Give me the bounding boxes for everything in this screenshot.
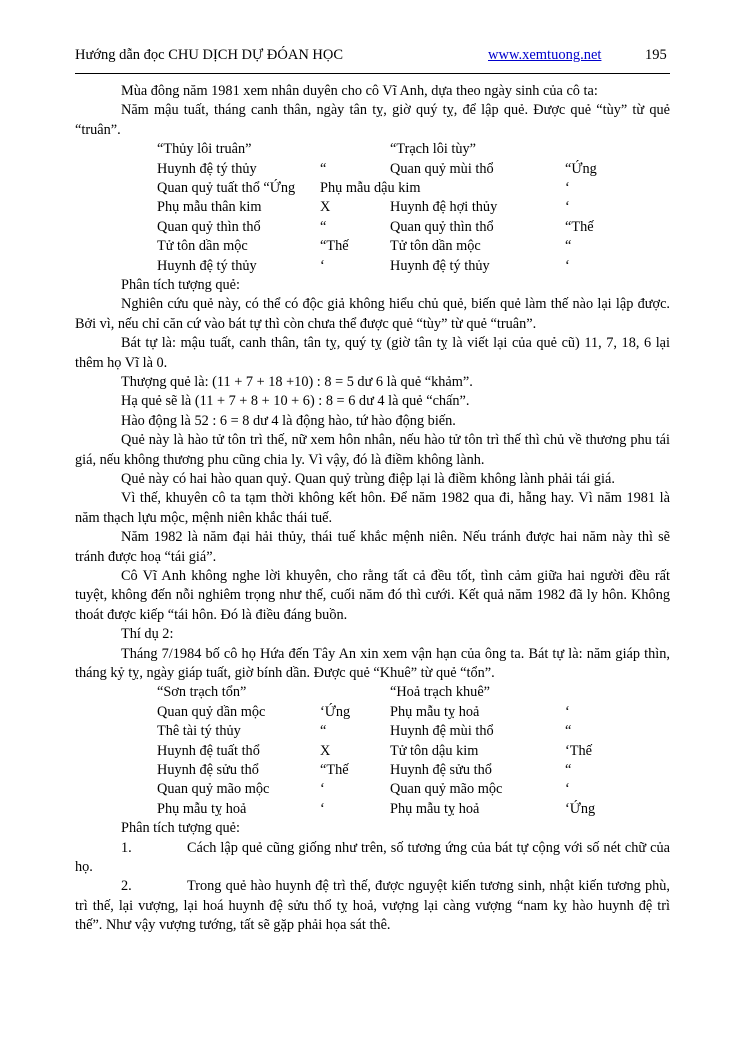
hexagram-cell: ‘Thế bbox=[565, 742, 592, 759]
hexagram-cell: “Thế bbox=[565, 218, 594, 235]
paragraph: Nghiên cứu quẻ này, có thể có độc giả không hiểu chủ quẻ, biến quẻ làm thế nào lại lập được. Bởi vì, nếu chỉ căn cứ vào bát tự thì còn chưa thể được quẻ “tùy” từ quẻ “truân”. bbox=[75, 296, 670, 332]
running-header-title: Hướng dẫn đọc CHU DỊCH DỰ ĐÓAN HỌC bbox=[75, 47, 344, 63]
hexagram-row bbox=[75, 218, 670, 237]
hexagram-cell: Thê tài tý thủy bbox=[157, 723, 241, 740]
hexagram-cell: Quan quỷ dần mộc bbox=[157, 703, 266, 720]
hexagram-row bbox=[75, 780, 670, 799]
hexagram-cell: X bbox=[320, 742, 331, 759]
hexagram-cell: Quan quỷ mão mộc bbox=[390, 781, 503, 798]
hexagram-cell: “Ứng bbox=[565, 160, 597, 177]
hexagram-cell: “Trạch lôi tùy” bbox=[390, 141, 477, 158]
hexagram-cell: Tử tôn dần mộc bbox=[390, 238, 481, 255]
hexagram-cell: ‘Ứng bbox=[320, 703, 351, 720]
hexagram-cell: ‘ bbox=[320, 257, 325, 274]
hexagram-cell: ‘ bbox=[565, 257, 570, 274]
hexagram-cell: “ bbox=[565, 723, 572, 740]
hexagram-cell: “ bbox=[565, 762, 572, 779]
hexagram-cell: Quan quỷ thìn thổ bbox=[390, 218, 494, 235]
paragraph: Quẻ này có hai hào quan quỷ. Quan quỷ trùng điệp lại là điềm không lành phải tái giá. bbox=[121, 471, 615, 488]
hexagram-cell: ‘ bbox=[565, 781, 570, 798]
hexagram-cell: Huynh đệ sửu thổ bbox=[157, 762, 259, 779]
paragraph: Vì thế, khuyên cô ta tạm thời không kết hôn. Để năm 1982 qua đi, hẵng hay. Vì năm 1981 là năm thạch lựu mộc, mệnh niên khắc thái tuế. bbox=[75, 490, 670, 526]
hexagram-cell: ‘ bbox=[320, 781, 325, 798]
item-number: 2. bbox=[121, 878, 132, 895]
hexagram-row bbox=[75, 257, 670, 276]
hexagram-cell: Quan quỷ tuất thổ “Ứng bbox=[157, 180, 296, 196]
hexagram-cell: Phụ mẫu thân kim bbox=[157, 199, 262, 216]
hexagram-cell: ‘ bbox=[320, 800, 325, 817]
hexagram-row bbox=[75, 237, 670, 256]
numbered-item bbox=[75, 839, 670, 878]
hexagram-row bbox=[75, 683, 670, 702]
item-number: 1. bbox=[121, 839, 132, 856]
hexagram-row bbox=[75, 761, 670, 780]
hexagram-cell: Phụ mẫu dậu kim bbox=[320, 180, 421, 196]
hexagram-cell: Quan quỷ mão mộc bbox=[157, 781, 270, 798]
paragraph: Hào động là 52 : 6 = 8 dư 4 là động hào, tứ hào động biến. bbox=[121, 412, 456, 429]
item-text: Cách lập quẻ cũng giống như trên, số tương ứng của bát tự cộng với số nét chữ của họ. bbox=[75, 839, 670, 876]
paragraph: Năm mậu tuất, tháng canh thân, ngày tân tỵ, giờ quý tỵ, để lập quẻ. Được quẻ “tùy” từ quẻ “truân”. bbox=[75, 102, 670, 138]
hexagram-cell: ‘ bbox=[565, 703, 570, 720]
header-rule bbox=[75, 73, 670, 74]
hexagram-cell: Huynh đệ hợi thủy bbox=[390, 199, 498, 216]
hexagram-row bbox=[75, 140, 670, 159]
hexagram-cell: “Sơn trạch tổn” bbox=[157, 684, 247, 701]
numbered-item bbox=[75, 877, 670, 935]
body-text bbox=[75, 82, 670, 936]
item-text: Trong quẻ hào huynh đệ trì thế, được nguyệt kiến tương sinh, nhật kiến tương phù, trì thế, lại vượng, lại hoá huynh đệ sửu thổ tỵ hoả, vượng lại càng vượng “nam kỵ hào huynh đệ trì thế”. Như vậy vượng tướng, tất sẽ gặp phải họa sát thê. bbox=[75, 878, 670, 934]
hexagram-cell: ‘Ứng bbox=[565, 800, 596, 817]
paragraph: Mùa đông năm 1981 xem nhân duyên cho cô Vĩ Anh, dựa theo ngày sinh của cô ta: bbox=[121, 83, 598, 99]
paragraph: Phân tích tượng quẻ: bbox=[121, 276, 240, 293]
hexagram-cell: Phụ mẫu tỵ hoả bbox=[390, 703, 480, 720]
paragraph: Thí dụ 2: bbox=[121, 626, 174, 643]
hexagram-cell: “ bbox=[565, 238, 572, 255]
hexagram-row bbox=[75, 198, 670, 217]
hexagram-cell: Tử tôn dậu kim bbox=[390, 742, 479, 759]
hexagram-cell: Quan quỷ mùi thổ bbox=[390, 160, 494, 177]
hexagram-cell: X bbox=[320, 199, 331, 216]
page-number: 195 bbox=[645, 47, 667, 63]
paragraph: Tháng 7/1984 bố cô họ Hứa đến Tây An xin xem vận hạn của ông ta. Bát tự là: năm giáp thìn, tháng kỷ tỵ, ngày giáp tuất, giờ bính dần. Được quẻ “Khuê” từ quẻ “tổn”. bbox=[75, 645, 670, 682]
hexagram-row bbox=[75, 742, 670, 761]
analysis-heading: Phân tích tượng quẻ: bbox=[121, 820, 240, 837]
hexagram-row bbox=[75, 722, 670, 741]
hexagram-cell: Huynh đệ tý thủy bbox=[157, 257, 257, 274]
paragraph: Thượng quẻ là: (11 + 7 + 18 +10) : 8 = 5 dư 6 là quẻ “khảm”. bbox=[121, 373, 473, 390]
hexagram-cell: “ bbox=[320, 723, 327, 740]
hexagram-cell: Huynh đệ tý thủy bbox=[157, 160, 257, 177]
hexagram-cell: Phụ mẫu tỵ hoả bbox=[157, 800, 247, 817]
hexagram-row bbox=[75, 160, 670, 179]
hexagram-cell: Huynh đệ tuất thổ bbox=[157, 742, 260, 759]
paragraph: Quẻ này là hào tử tôn trì thế, nữ xem hôn nhân, nếu hào tử tôn trì thế thì chủ về thương phu tái giá, nếu không thương phu cũng chia ly. Vì vậy, đó là điềm không lành. bbox=[75, 432, 670, 468]
hexagram-table-2 bbox=[75, 683, 670, 819]
hexagram-row bbox=[75, 179, 670, 198]
hexagram-cell: ‘ bbox=[565, 180, 570, 196]
hexagram-table-1 bbox=[75, 140, 670, 276]
website-link[interactable]: www.xemtuong.net bbox=[488, 47, 602, 63]
hexagram-cell: “ bbox=[320, 160, 327, 177]
paragraph: Cô Vĩ Anh không nghe lời khuyên, cho rằng tất cả đều tốt, tình cảm giữa hai người đều rất tuyệt, không đến nỗi nghiêm trọng như thế, cuối năm đó thì cưới. Kết quả năm 1982 đã ly hôn. Không thoát được kiếp “tái hôn. Đó là điều đáng buồn. bbox=[75, 568, 670, 623]
hexagram-cell: Quan quỷ thìn thổ bbox=[157, 218, 261, 235]
hexagram-cell: Huynh đệ mùi thổ bbox=[390, 723, 494, 740]
hexagram-cell: Phụ mẫu tỵ hoả bbox=[390, 800, 480, 817]
hexagram-cell: “Hoả trạch khuê” bbox=[390, 684, 491, 701]
paragraph: Bát tự là: mậu tuất, canh thân, tân tỵ, quý tỵ (giờ tân tỵ là viết lại của quẻ cũ) 11, 7, 18, 6 lại thêm họ Vĩ là 0. bbox=[75, 335, 670, 371]
paragraph: Hạ quẻ sẽ là (11 + 7 + 8 + 10 + 6) : 8 = 6 dư 4 là quẻ “chấn”. bbox=[121, 393, 470, 410]
hexagram-row bbox=[75, 703, 670, 722]
hexagram-cell: Huynh đệ tý thủy bbox=[390, 257, 490, 274]
hexagram-cell: “Thế bbox=[320, 762, 349, 779]
hexagram-row bbox=[75, 800, 670, 819]
hexagram-cell: ‘ bbox=[565, 199, 570, 216]
hexagram-cell: “ bbox=[320, 218, 327, 235]
hexagram-cell: “Thế bbox=[320, 238, 349, 255]
paragraph: Năm 1982 là năm đại hải thủy, thái tuế khắc mệnh niên. Nếu tránh được hai năm này thì sẽ tránh được hoạ “tái giá”. bbox=[75, 529, 670, 565]
hexagram-cell: “Thủy lôi truân” bbox=[157, 141, 252, 158]
hexagram-cell: Huynh đệ sửu thổ bbox=[390, 762, 492, 779]
hexagram-cell: Tử tôn dần mộc bbox=[157, 238, 248, 255]
